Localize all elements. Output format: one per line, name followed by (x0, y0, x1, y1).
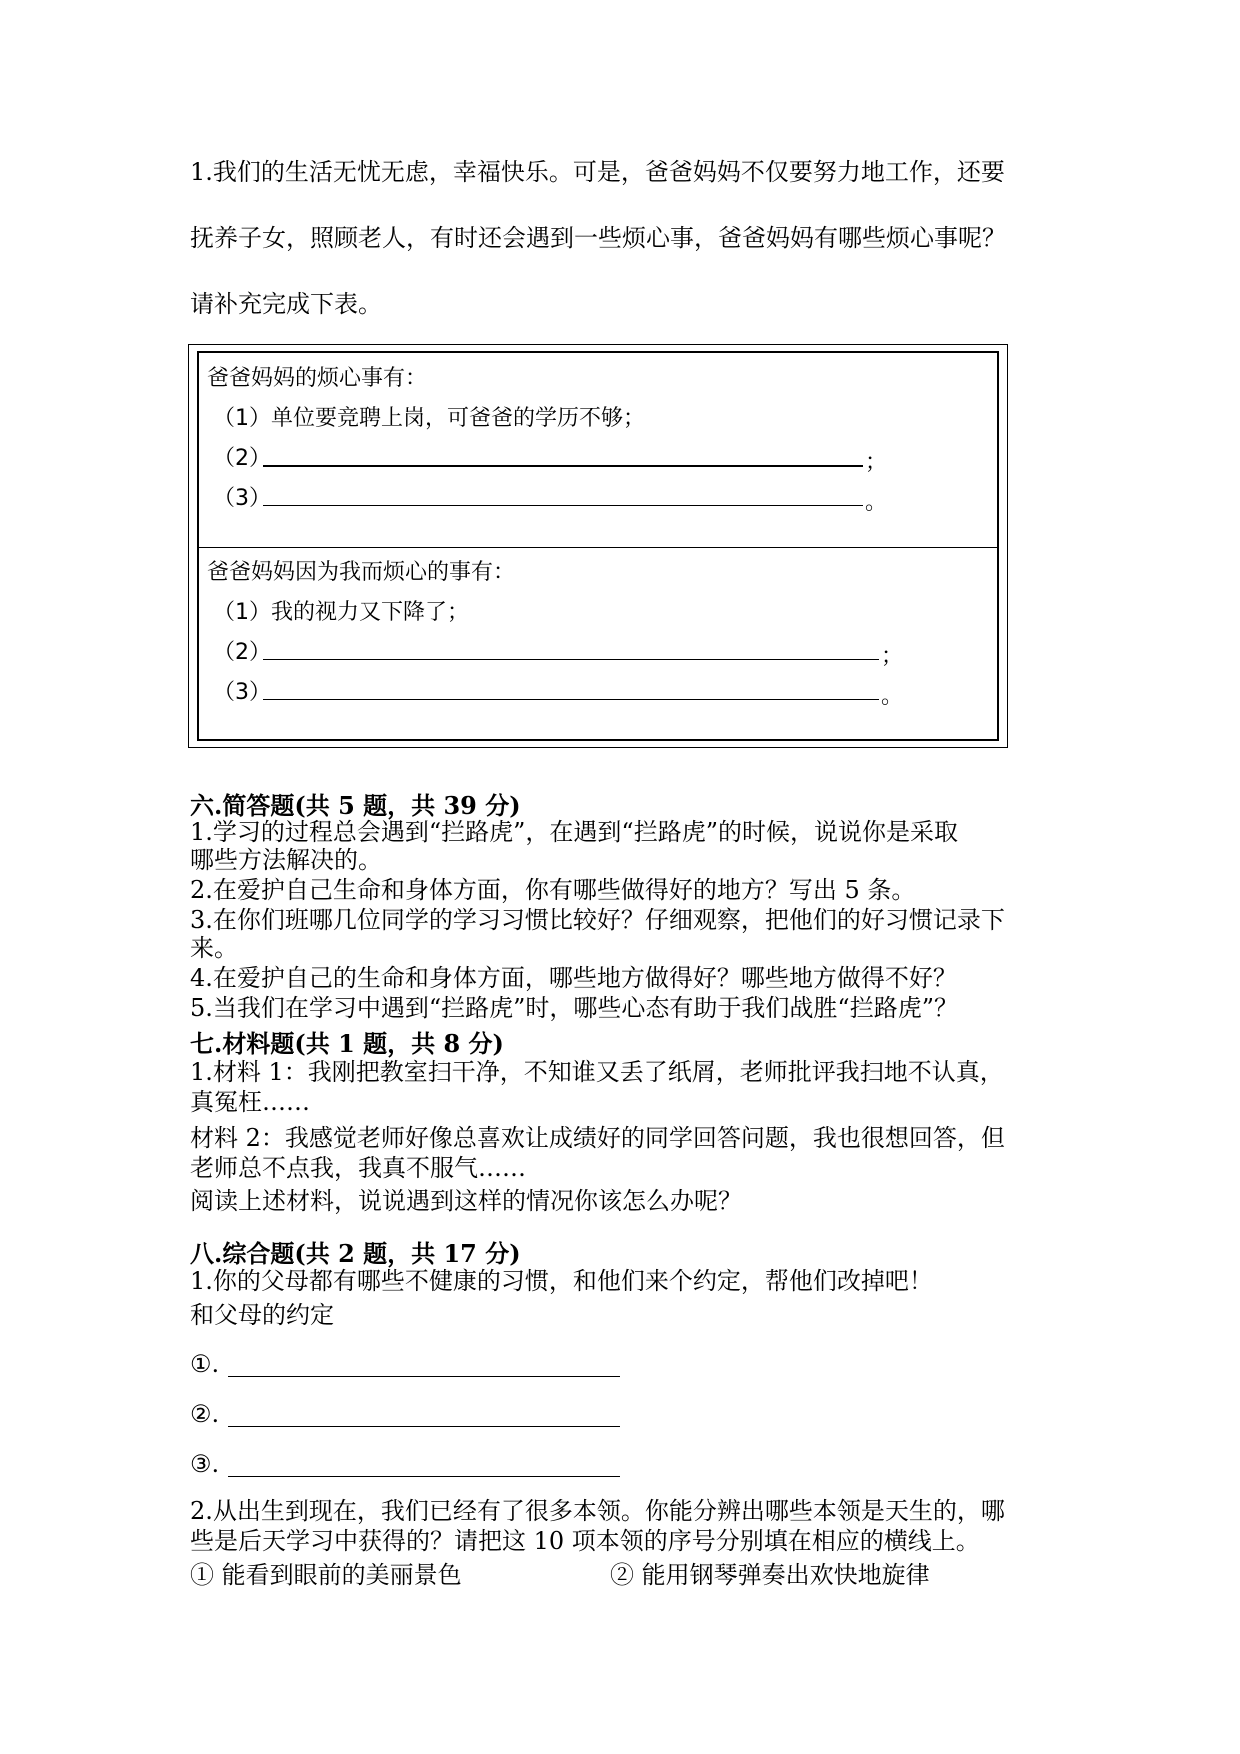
agreement-blank-1[interactable] (228, 1376, 620, 1377)
sec6-q3-line1: 3.在你们班哪几位同学的学习习惯比较好？仔细观察，把他们的好习惯记录下 (190, 906, 1005, 934)
section6-title: 六.简答题(共 5 题，共 39 分) (190, 791, 521, 820)
sec6-q1-line1: 1.学习的过程总会遇到“拦路虎”，在遇到“拦路虎”的时候，说说你是采取 (190, 818, 958, 846)
table-divider (199, 547, 997, 548)
agreement-label-2: ②. (190, 1400, 220, 1428)
sec7-m1-line2: 真冤枉…… (190, 1088, 310, 1116)
table-section2-item3-blank[interactable] (263, 699, 879, 700)
table-section1-heading: 爸爸妈妈的烦心事有： (207, 366, 428, 391)
section7-title: 七.材料题(共 1 题，共 8 分) (190, 1029, 504, 1058)
sec6-q4: 4.在爱护自己的生命和身体方面，哪些地方做得好？哪些地方做得不好？ (190, 964, 957, 992)
table-section1-item3-label: （3） (213, 486, 271, 511)
agreement-label-3: ③. (190, 1450, 220, 1478)
table-section2-item3-label: （3） (213, 680, 271, 705)
sec8-q2-line1: 2.从出生到现在，我们已经有了很多本领。你能分辨出哪些本领是天生的，哪 (190, 1497, 1005, 1525)
sec8-q2-line2: 些是后天学习中获得的？请把这 10 项本领的序号分别填在相应的横线上。 (190, 1527, 980, 1555)
agreement-label-1: ①. (190, 1350, 220, 1378)
ability-option-2: ② 能用钢琴弹奏出欢快地旋律 (610, 1561, 930, 1589)
table-section2-item2-label: （2） (213, 640, 271, 665)
sec7-m1-line1: 1.材料 1：我刚把教室扫干净，不知谁又丢了纸屑，老师批评我扫地不认真， (190, 1058, 1004, 1086)
agreement-blank-2[interactable] (228, 1426, 620, 1427)
sec7-m3: 阅读上述材料，说说遇到这样的情况你该怎么办呢？ (190, 1187, 742, 1215)
agreement-blank-3[interactable] (228, 1476, 620, 1477)
table-section1-item2-end: ； (865, 450, 888, 475)
intro-line-3: 请补充完成下表。 (190, 290, 382, 318)
table-section2-item3-end: 。 (881, 684, 904, 709)
section8-title: 八.综合题(共 2 题，共 17 分) (190, 1239, 521, 1268)
sec7-m2-line2: 老师总不点我，我真不服气…… (190, 1154, 526, 1182)
worry-table (188, 344, 1008, 748)
table-section1-item2-blank[interactable] (263, 465, 863, 467)
sec6-q3-line2: 来。 (190, 934, 238, 962)
table-section2-item2-end: ； (881, 644, 904, 669)
sec7-m2-line1: 材料 2：我感觉老师好像总喜欢让成绩好的同学回答问题，我也很想回答，但 (190, 1124, 1005, 1152)
table-section1-item2-label: （2） (213, 446, 271, 471)
table-section1-item1: （1）单位要竞聘上岗，可爸爸的学历不够； (213, 406, 645, 431)
table-section1-item3-end: 。 (865, 490, 888, 515)
table-section1-item3-blank[interactable] (263, 505, 863, 506)
table-section2-item1: （1）我的视力又下降了； (213, 600, 469, 625)
sec6-q2: 2.在爱护自己生命和身体方面，你有哪些做得好的地方？写出 5 条。 (190, 876, 916, 904)
intro-line-2: 抚养子女，照顾老人，有时还会遇到一些烦心事，爸爸妈妈有哪些烦心事呢？ (190, 224, 1006, 252)
table-section2-item2-blank[interactable] (263, 659, 879, 660)
sec6-q1-line2: 哪些方法解决的。 (190, 846, 382, 874)
table-section2-heading: 爸爸妈妈因为我而烦心的事有： (207, 560, 516, 585)
sec8-q1: 1.你的父母都有哪些不健康的习惯，和他们来个约定，帮他们改掉吧！ (190, 1267, 933, 1295)
sec8-q1-subtitle: 和父母的约定 (190, 1301, 334, 1329)
worry-table-inner (197, 351, 999, 741)
intro-line-1: 1.我们的生活无忧无虑，幸福快乐。可是，爸爸妈妈不仅要努力地工作，还要 (190, 158, 1005, 186)
ability-option-1: ① 能看到眼前的美丽景色 (190, 1561, 462, 1589)
sec6-q5: 5.当我们在学习中遇到“拦路虎”时，哪些心态有助于我们战胜“拦路虎”？ (190, 994, 958, 1022)
